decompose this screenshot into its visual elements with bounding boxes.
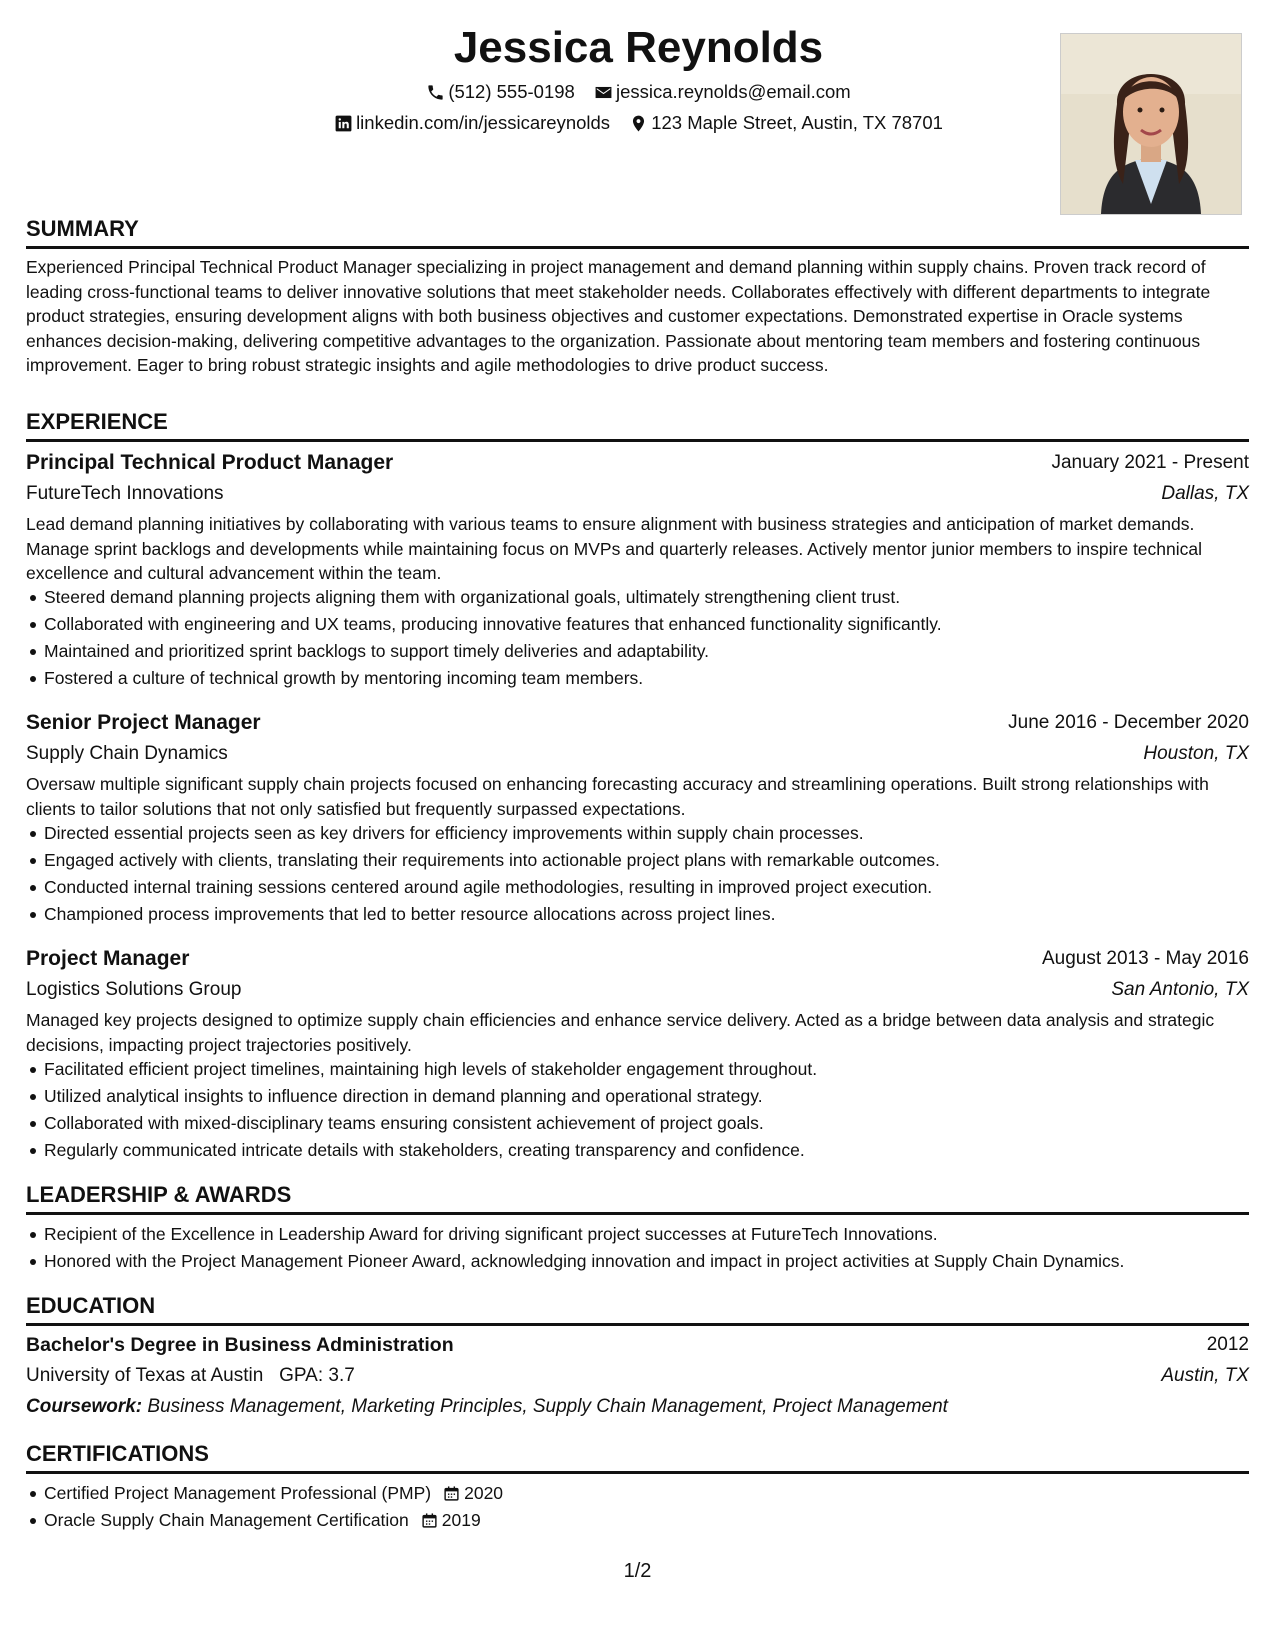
phone-contact — [426, 79, 575, 105]
school-location: Austin, TX — [1161, 1365, 1249, 1386]
section-title-education: EDUCATION — [26, 1292, 1249, 1326]
cert-year: 2020 — [464, 1483, 504, 1503]
section-title-experience: EXPERIENCE — [26, 408, 1249, 442]
degree: Bachelor's Degree in Business Administration — [26, 1334, 454, 1356]
cert-name: Oracle Supply Chain Management Certification — [44, 1510, 409, 1530]
gpa: GPA: 3.7 — [279, 1365, 355, 1386]
section-title-certifications: CERTIFICATIONS — [26, 1440, 1249, 1474]
candidate-name: Jessica Reynolds — [453, 23, 824, 72]
certifications-list — [26, 1480, 1267, 1534]
list-item: Fostered a culture of technical growth by mentoring incoming team members. — [44, 665, 1267, 692]
job-1-bullets — [26, 584, 1267, 692]
education-header — [26, 1331, 1249, 1359]
job-dates: August 2013 - May 2016 — [1041, 948, 1249, 969]
list-item: Honored with the Project Management Pioneer Award, acknowledging innovation and impact in project activities at Supply Chain Dynamics. — [44, 1248, 1267, 1275]
job-title: Principal Technical Product Manager — [26, 451, 394, 474]
job-2-bullets — [26, 820, 1267, 928]
job-title: Project Manager — [26, 947, 190, 970]
address-contact — [629, 110, 943, 136]
list-item: Engaged actively with clients, translating their requirements into actionable project plans with remarkable outcomes. — [44, 847, 1267, 874]
job-location: Dallas, TX — [1161, 483, 1249, 504]
job-location: San Antonio, TX — [1111, 979, 1249, 1000]
school-gpa — [26, 1362, 355, 1390]
map-pin-icon — [629, 114, 648, 133]
phone-icon — [426, 83, 445, 102]
list-item: Collaborated with engineering and UX teams, producing innovative features that enhanced functionality significantly. — [44, 611, 1267, 638]
resume-page — [26, 0, 1249, 1650]
list-item: Conducted internal training sessions centered around agile methodologies, resulting in improved project execution. — [44, 874, 1267, 901]
job-dates: January 2021 - Present — [1051, 452, 1249, 473]
education-school-row — [26, 1362, 1249, 1390]
linkedin-text[interactable]: linkedin.com/in/jessicareynolds — [356, 112, 611, 133]
job-3-bullets — [26, 1056, 1267, 1164]
job-3-description: Managed key projects designed to optimize supply chain efficiencies and enhance service delivery. Acted as a bridge between data analysis and strategic decisions, impacting project trajectories positively. — [26, 1010, 1215, 1055]
page-number: 1/2 — [623, 1560, 652, 1582]
job-2-company-row — [26, 740, 1249, 768]
list-item: Utilized analytical insights to influence direction in demand planning and operational strategy. — [44, 1083, 1267, 1110]
email-text[interactable]: jessica.reynolds@email.com — [615, 81, 851, 102]
list-item: Championed process improvements that led to better resource allocations across project lines. — [44, 901, 1267, 928]
list-item: Maintained and prioritized sprint backlogs to support timely deliveries and adaptability. — [44, 638, 1267, 665]
email-contact[interactable] — [594, 79, 851, 105]
job-dates: June 2016 - December 2020 — [1008, 712, 1249, 733]
address-text: 123 Maple Street, Austin, TX 78701 — [651, 112, 943, 133]
profile-photo — [1060, 33, 1242, 215]
calendar-icon — [421, 1512, 438, 1529]
envelope-icon — [594, 83, 613, 102]
list-item: Facilitated efficient project timelines, maintaining high levels of stakeholder engagement throughout. — [44, 1056, 1267, 1083]
job-3-header — [26, 945, 1249, 973]
coursework-label: Coursework: — [26, 1396, 143, 1417]
list-item: Steered demand planning projects aligning them with organizational goals, ultimately strengthening client trust. — [44, 584, 1267, 611]
resume-header — [26, 0, 1249, 215]
linkedin-contact[interactable] — [334, 110, 610, 136]
job-company: FutureTech Innovations — [26, 483, 224, 504]
job-company: Supply Chain Dynamics — [26, 743, 228, 764]
list-item: Regularly communicated intricate details with stakeholders, creating transparency and confidence. — [44, 1137, 1267, 1164]
job-3-company-row — [26, 976, 1249, 1004]
list-item — [44, 1507, 1267, 1534]
cert-year: 2019 — [441, 1510, 481, 1530]
section-title-summary: SUMMARY — [26, 215, 1249, 249]
job-company: Logistics Solutions Group — [26, 979, 242, 1000]
list-item: Collaborated with mixed-disciplinary teams ensuring consistent achievement of project goals. — [44, 1110, 1267, 1137]
coursework — [26, 1393, 948, 1421]
cert-name: Certified Project Management Professional (PMP) — [44, 1483, 432, 1503]
list-item: Directed essential projects seen as key drivers for efficiency improvements within supply chain processes. — [44, 820, 1267, 847]
job-1-description: Lead demand planning initiatives by collaborating with various teams to ensure alignment with business strategies and anticipation of market demands. Manage sprint backlogs and developments while maintaining focus on MVPs and quarterly releases. Actively mentor junior members to inspire technical excellence and cultural advancement within the team. — [26, 514, 1203, 583]
job-location: Houston, TX — [1143, 743, 1249, 764]
job-title: Senior Project Manager — [26, 711, 261, 734]
coursework-list: Business Management, Marketing Principles, Supply Chain Management, Project Management — [147, 1396, 948, 1417]
list-item: Recipient of the Excellence in Leadership Award for driving significant project successes at FutureTech Innovations. — [44, 1221, 1267, 1248]
job-2-description: Oversaw multiple significant supply chain projects focused on enhancing forecasting accuracy and streamlining operations. Built strong relationships with clients to tailor solutions that not only satisfied but frequently surpassed expectations. — [26, 774, 1209, 819]
job-1-header — [26, 449, 1249, 477]
school-name: University of Texas at Austin — [26, 1365, 264, 1386]
job-1-company-row — [26, 480, 1249, 508]
calendar-icon — [443, 1485, 460, 1502]
job-2-header — [26, 709, 1249, 737]
phone-text: (512) 555-0198 — [448, 81, 575, 102]
list-item — [44, 1480, 1267, 1507]
leadership-list — [26, 1221, 1267, 1275]
linkedin-icon — [334, 114, 353, 133]
summary-text: Experienced Principal Technical Product Manager specializing in project management and demand planning within supply chains. Proven track record of leading cross-functional teams to deliver innovative solutions that meet stakeholder needs. Collaborates effectively with different departments to integrate product strategies, ensuring development aligns with both business objectives and customer expectations. Demonstrated expertise in Oracle systems enhances decision-making, delivering competitive advantages to the organization. Passionate about mentoring team members and fostering continuous improvement. Eager to bring robust strategic insights and agile methodologies to drive product success. — [26, 257, 1211, 375]
graduation-year: 2012 — [1206, 1334, 1249, 1355]
section-title-leadership: LEADERSHIP & AWARDS — [26, 1181, 1249, 1215]
